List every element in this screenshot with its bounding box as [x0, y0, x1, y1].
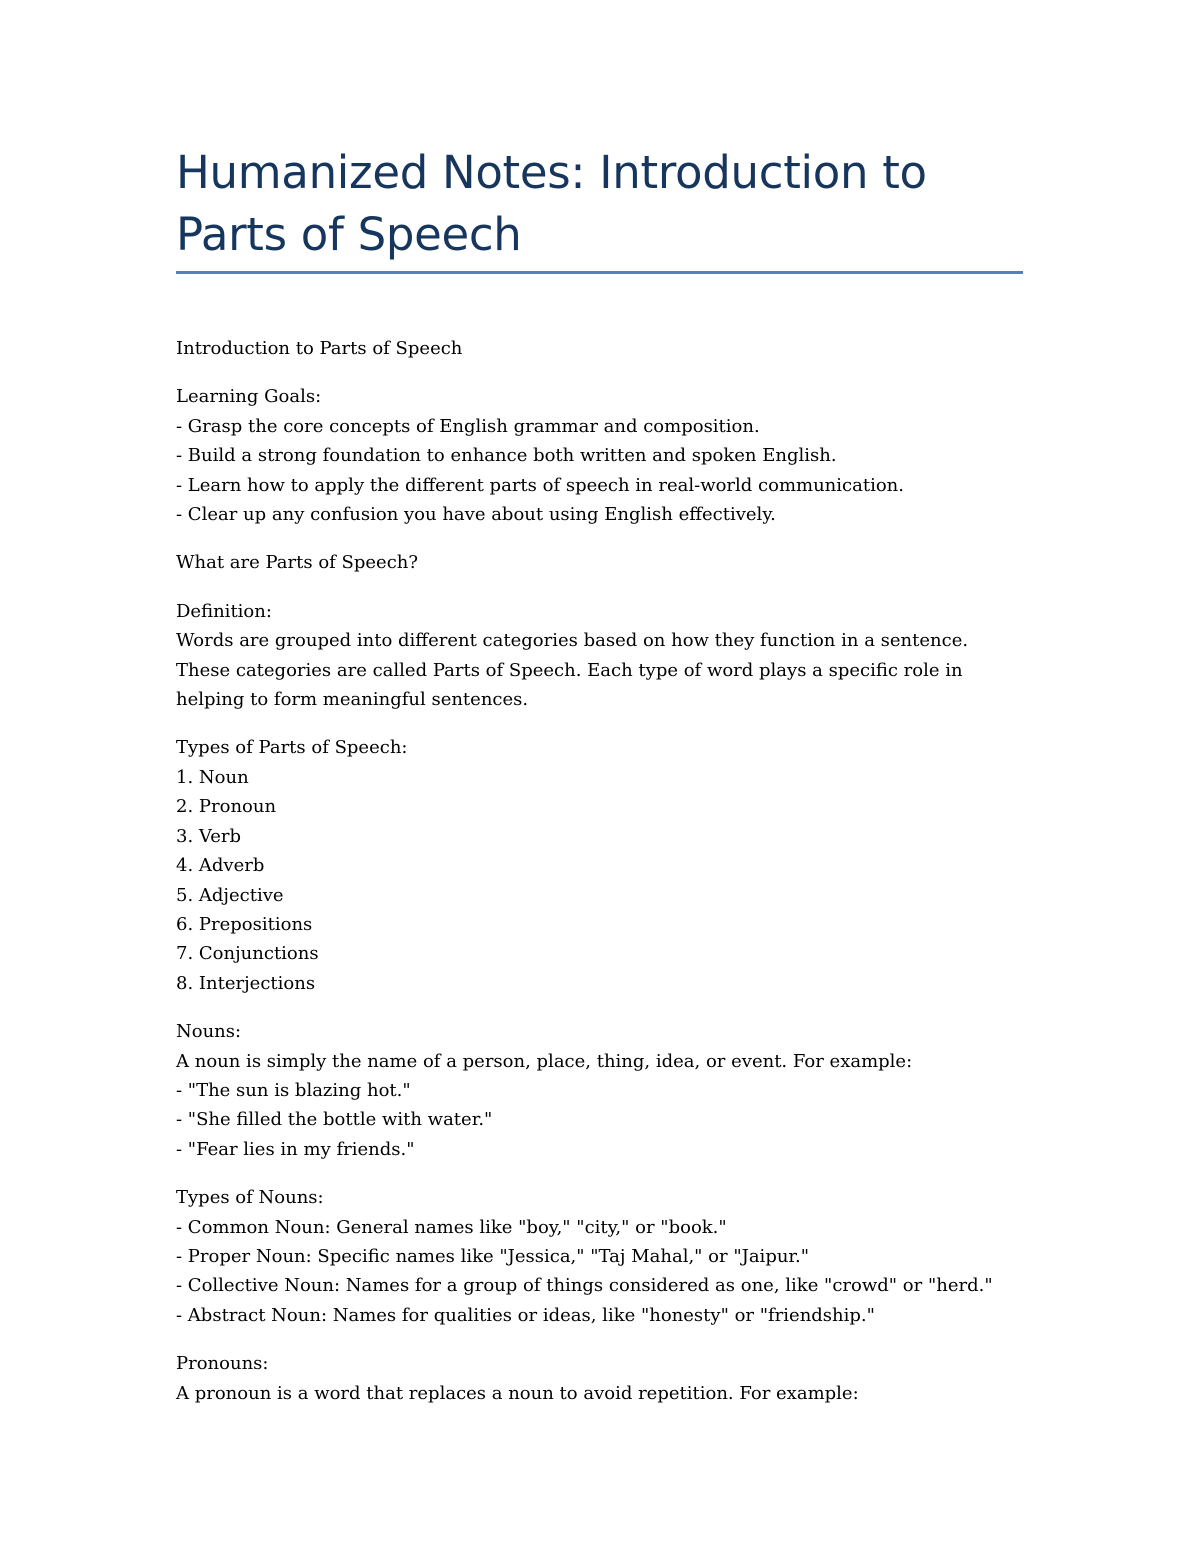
text-line: Definition:	[176, 600, 272, 622]
paragraph	[176, 1349, 1036, 1408]
text-line: 4. Adverb	[176, 855, 265, 877]
text-line: helping to form meaningful sentences.	[176, 689, 529, 711]
paragraph	[176, 597, 1036, 715]
text-line: What are Parts of Speech?	[176, 552, 419, 574]
text-line: - Learn how to apply the different parts of speech in real-world communication.	[176, 474, 904, 496]
document-title: Humanized Notes: Introduction to Parts of Speech	[176, 146, 927, 261]
paragraph	[176, 1017, 1036, 1164]
text-line: - "The sun is blazing hot."	[176, 1079, 411, 1101]
text-line: - "She filled the bottle with water."	[176, 1109, 493, 1131]
text-line: 3. Verb	[176, 825, 242, 847]
paragraph	[176, 1183, 1036, 1330]
text-line: 5. Adjective	[176, 884, 284, 906]
text-line: 7. Conjunctions	[176, 943, 319, 965]
text-line: - Collective Noun: Names for a group of things considered as one, like "crowd" or "herd."	[176, 1275, 993, 1297]
paragraph	[176, 733, 1036, 998]
document-body	[176, 334, 1036, 1427]
text-line: These categories are called Parts of Speech. Each type of word plays a specific role in	[176, 659, 963, 681]
paragraph	[176, 382, 1036, 529]
text-line: - Clear up any confusion you have about using English effectively.	[176, 504, 776, 526]
text-line: 2. Pronoun	[176, 796, 277, 818]
text-line: Learning Goals:	[176, 386, 322, 408]
text-line: - "Fear lies in my friends."	[176, 1138, 415, 1160]
text-line: - Proper Noun: Specific names like "Jessica," "Taj Mahal," or "Jaipur."	[176, 1245, 810, 1267]
text-line: A pronoun is a word that replaces a noun to avoid repetition. For example:	[176, 1382, 859, 1404]
paragraph	[176, 548, 1036, 577]
paragraph	[176, 334, 1036, 363]
text-line: - Grasp the core concepts of English grammar and composition.	[176, 415, 760, 437]
text-line: 8. Interjections	[176, 972, 316, 994]
text-line: Nouns:	[176, 1021, 242, 1043]
text-line: - Build a strong foundation to enhance both written and spoken English.	[176, 445, 837, 467]
text-line: 1. Noun	[176, 766, 249, 788]
text-line: A noun is simply the name of a person, place, thing, idea, or event. For example:	[176, 1050, 913, 1072]
text-line: - Abstract Noun: Names for qualities or ideas, like "honesty" or "friendship."	[176, 1304, 875, 1326]
text-line: - Common Noun: General names like "boy," "city," or "book."	[176, 1216, 727, 1238]
title-underline	[176, 271, 1023, 274]
text-line: Words are grouped into different categories based on how they function in a sentence.	[176, 630, 969, 652]
text-line: Types of Parts of Speech:	[176, 737, 408, 759]
text-line: Pronouns:	[176, 1353, 269, 1375]
text-line: Types of Nouns:	[176, 1187, 324, 1209]
text-line: 6. Prepositions	[176, 913, 313, 935]
text-line: Introduction to Parts of Speech	[176, 338, 463, 359]
